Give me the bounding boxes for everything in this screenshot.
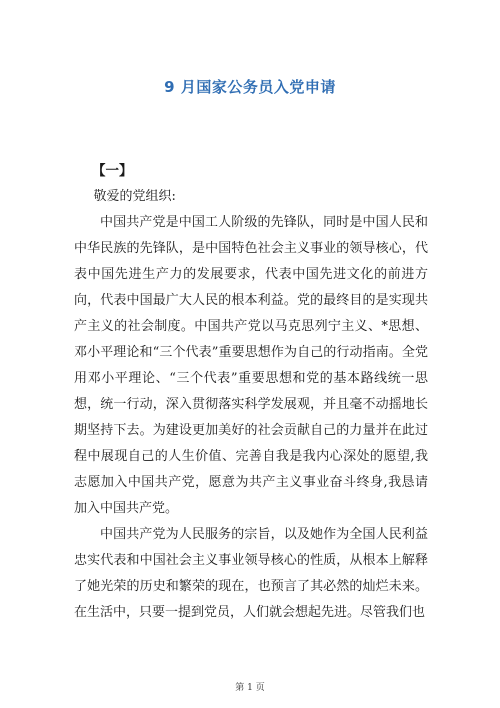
body-paragraph: 中国共产党是中国工人阶级的先锋队，同时是中国人民和中华民族的先锋队，是中国特色社会主义事业的领导核心，代表中国先进生产力的发展要求，代表中国先进文化的前进方向，代表中国最广大人民的根本利益。党的最终目的是实现共产主义的社会制度。中国共产党以马克思列宁主义、*思想、邓小平理论和“三个代表”重要思想作为自己的行动指南。全党用邓小平理论、“三个代表”重要思想和党的基本路线统一思想，统一行动，深入贯彻落实科学发展观，并且毫不动摇地长期坚持下去。为建设更加美好的社会贡献自己的力量并在此过程中展现自己的人生价值、完善自我是我内心深处的愿望,我志愿加入中国共产党，愿意为共产主义事业奋斗终身,我恳请加入中国共产党。 — [74, 215, 428, 516]
body-paragraph: 中国共产党为人民服务的宗旨，以及她作为全国人民利益忠实代表和中国社会主义事业领导核心的性质，从根本上解释了她光荣的历史和繁荣的现在，也预言了其必然的灿烂未来。在生活中，只要一提到党员，人们就会想起先进。尽管我们也 — [74, 527, 428, 620]
page-number: 第 1 页 — [235, 683, 265, 693]
section-marker: 【一】 — [92, 163, 133, 179]
document-title: 9 月国家公务员入党申请 — [164, 78, 336, 96]
document-body — [74, 158, 428, 626]
greeting-line: 敬爱的党组织: — [93, 189, 176, 204]
